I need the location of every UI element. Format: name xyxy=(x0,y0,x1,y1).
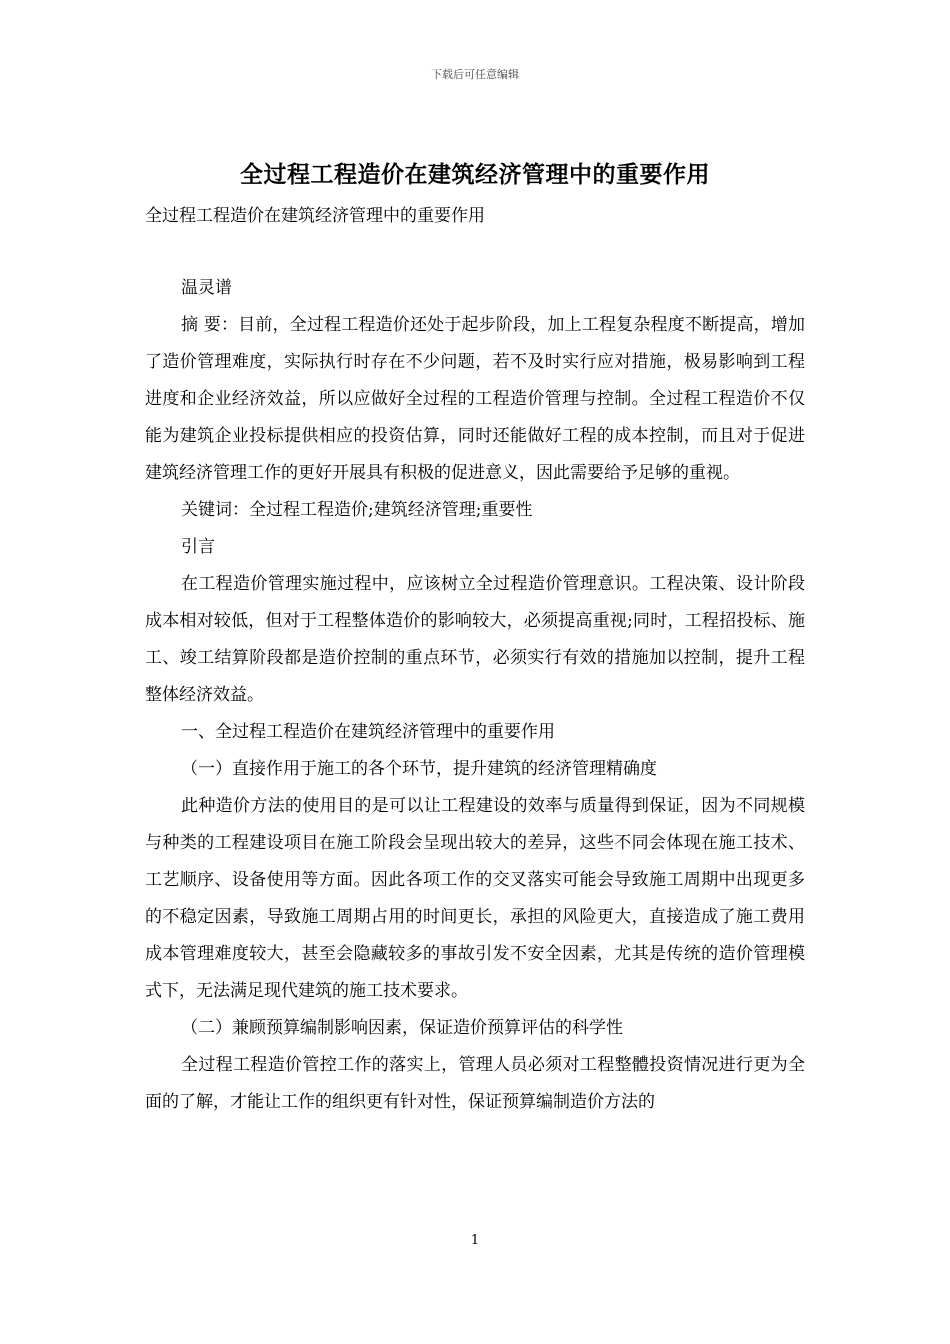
page-header: 下载后可任意编辑 xyxy=(431,68,519,81)
subsection-heading-1-1: （一）直接作用于施工的各个环节，提升建筑的经济管理精确度 xyxy=(181,759,657,779)
document-title: 全过程工程造价在建筑经济管理中的重要作用 xyxy=(240,161,710,188)
body-paragraph-1-2: 全过程工程造价管控工作的落实上，管理人员必须对工程整體投资情况进行更为全面的了解，才能让工作的组织更有针对性，保证预算编制造价方法的 xyxy=(145,1055,805,1112)
section-heading-introduction: 引言 xyxy=(181,537,215,557)
page-number: 1 xyxy=(470,1233,480,1248)
abstract-paragraph: 摘 要：目前，全过程工程造价还处于起步阶段，加上工程复杂程度不断提高，增加了造价管理难度，实际执行时存在不少问题，若不及时实行应对措施，极易影响到工程进度和企业经济效益，所以应做好全过程的工程造价管理与控制。全过程工程造价不仅能为建筑企业投标提供相应的投资估算，同时还能做好工程的成本控制，而且对于促进建筑经济管理工作的更好开展具有积极的促进意义，因此需要给予足够的重视。 xyxy=(145,315,805,483)
subsection-heading-1-2: （二）兼顾预算编制影响因素，保证造价预算评估的科学性 xyxy=(181,1018,623,1038)
author-name: 温灵谱 xyxy=(181,278,232,298)
document-body xyxy=(145,270,805,1121)
section-heading-1: 一、全过程工程造价在建筑经济管理中的重要作用 xyxy=(181,722,555,742)
keywords-paragraph: 关键词：全过程工程造价;建筑经济管理;重要性 xyxy=(181,500,533,520)
document-subtitle: 全过程工程造价在建筑经济管理中的重要作用 xyxy=(145,206,485,226)
introduction-paragraph: 在工程造价管理实施过程中，应该树立全过程造价管理意识。工程决策、设计阶段成本相对较低，但对于工程整体造价的影响较大，必须提高重视;同时，工程招投标、施工、竣工结算阶段都是造价控制的重点环节，必须实行有效的措施加以控制，提升工程整体经济效益。 xyxy=(145,574,805,705)
body-paragraph-1-1: 此种造价方法的使用目的是可以让工程建设的效率与质量得到保证，因为不同规模与种类的工程建设项目在施工阶段会呈现出较大的差异，这些不同会体现在施工技术、工艺顺序、设备使用等方面。因此各项工作的交叉落实可能会导致施工周期中出现更多的不稳定因素，导致施工周期占用的时间更长，承担的风险更大，直接造成了施工费用成本管理难度较大，甚至会隐藏较多的事故引发不安全因素，尤其是传统的造价管理模式下，无法满足现代建筑的施工技术要求。 xyxy=(145,796,805,1001)
